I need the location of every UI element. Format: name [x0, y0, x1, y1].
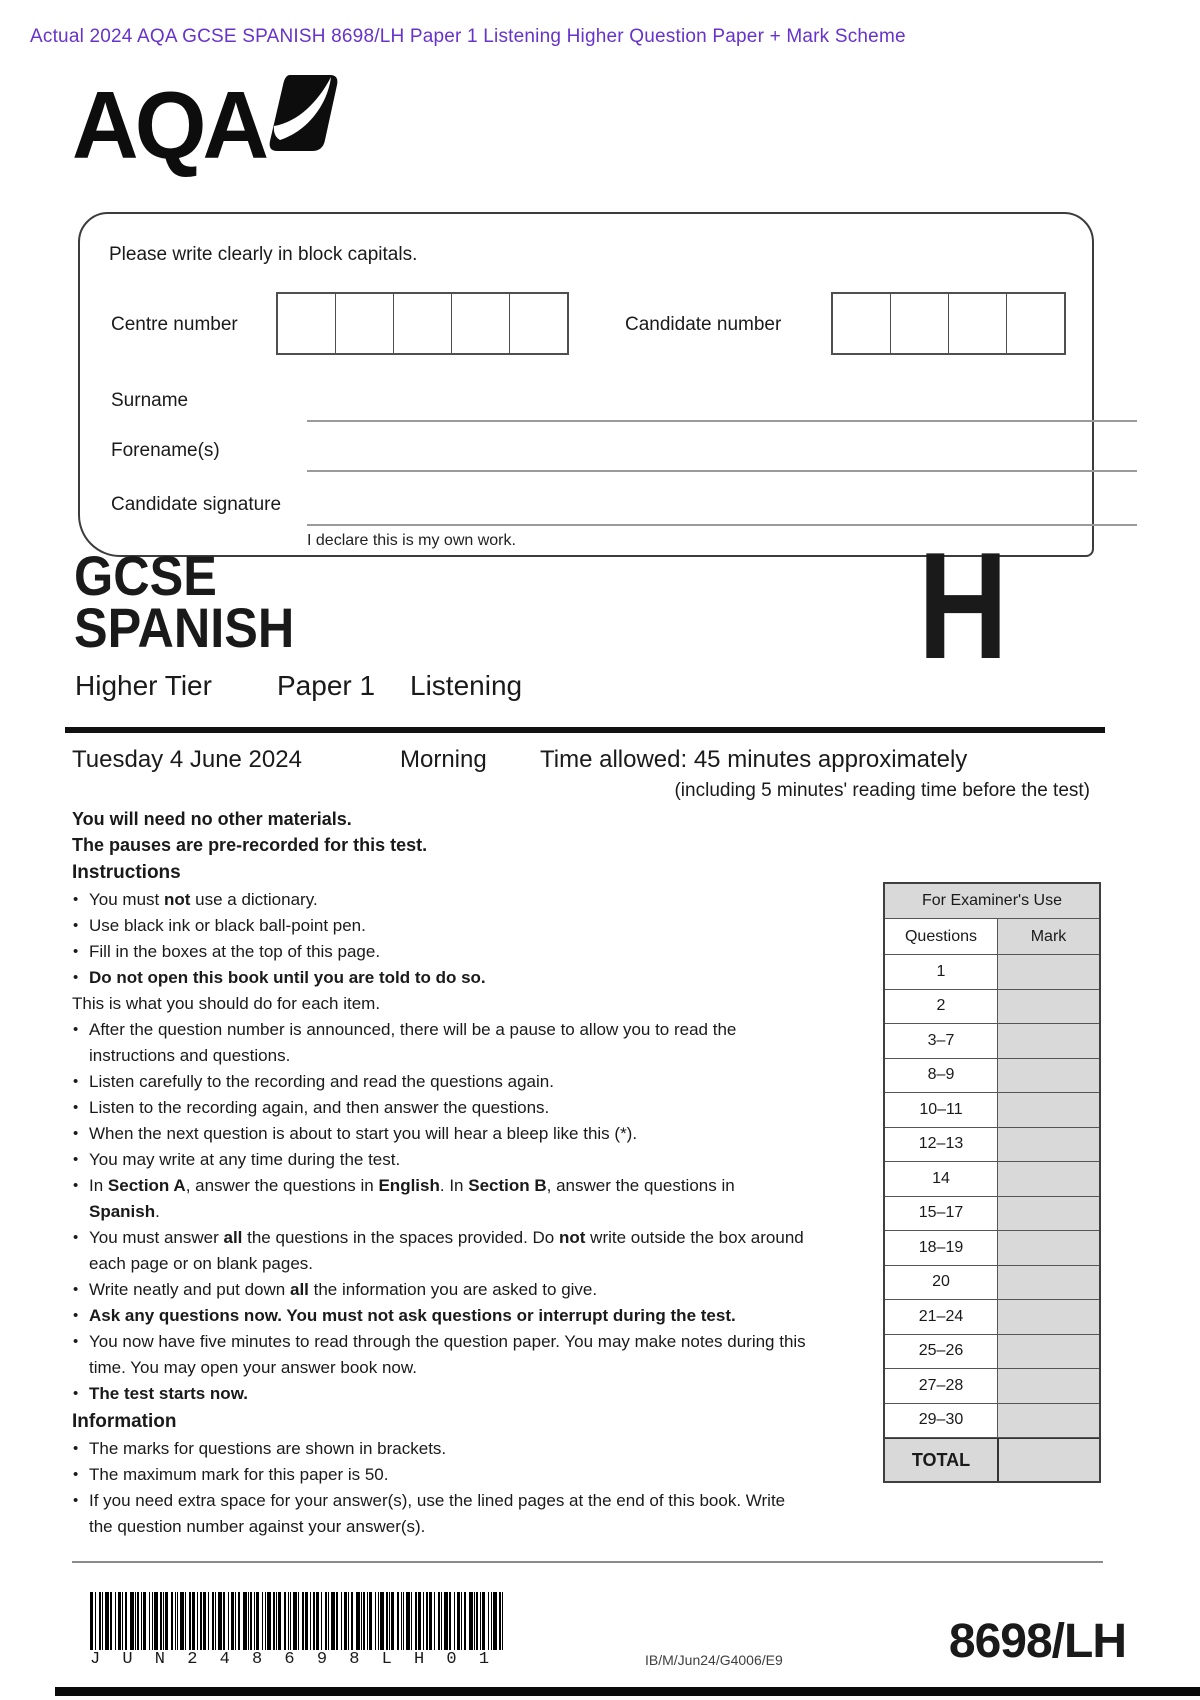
bullet-icon: •	[73, 891, 79, 908]
list-item: • Ask any questions now. You must not ask questions or interrupt during the test.	[72, 1303, 808, 1329]
examiner-table-row	[885, 1197, 1099, 1232]
barcode-bar	[438, 1592, 440, 1650]
bullet-icon: •	[73, 1466, 79, 1483]
question-range-cell: 27–28	[885, 1369, 998, 1403]
bullet-icon: •	[73, 1125, 79, 1142]
barcode-bar	[90, 1592, 93, 1650]
total-mark-cell	[999, 1439, 1099, 1481]
bullet-icon: •	[73, 1073, 79, 1090]
barcode-bar	[378, 1592, 379, 1650]
barcode-bar	[418, 1592, 421, 1650]
list-item: • Do not open this book until you are told to do so.	[72, 965, 808, 991]
list-item: • If you need extra space for your answer(s), use the lined pages at the end of this book. Write the question number against your answer(s).	[72, 1488, 808, 1540]
barcode-bar	[175, 1592, 176, 1650]
list-item: • Fill in the boxes at the top of this page.	[72, 939, 808, 965]
list-item: • Write neatly and put down all the information you are asked to give.	[72, 1277, 808, 1303]
barcode-bar	[464, 1592, 466, 1650]
list-item: • After the question number is announced, there will be a pause to allow you to read the instructions and questions.	[72, 1017, 808, 1069]
question-range-cell: 20	[885, 1266, 998, 1300]
barcode-bar	[143, 1592, 146, 1650]
barcode-bar	[99, 1592, 101, 1650]
barcode-bar	[441, 1592, 442, 1650]
questions-column-header: Questions	[885, 919, 998, 954]
barcode-bar	[254, 1592, 255, 1650]
barcode-bar	[415, 1592, 417, 1650]
barcode-bar	[171, 1592, 173, 1650]
subject-title: SPANISH	[74, 596, 295, 659]
examiner-table-row	[885, 1404, 1099, 1439]
bullet-icon: •	[73, 1385, 79, 1402]
mark-cell	[998, 955, 1099, 989]
barcode-bar	[165, 1592, 168, 1650]
examiner-table-row	[885, 1128, 1099, 1163]
examiner-table-row	[885, 1335, 1099, 1370]
qualification-title: GCSE	[74, 544, 217, 607]
list-item: • When the next question is about to start you will hear a bleep like this (*).	[72, 1121, 808, 1147]
barcode-bar	[391, 1592, 394, 1650]
barcode-bar	[185, 1592, 186, 1650]
list-item: • The maximum mark for this paper is 50.	[72, 1462, 808, 1488]
barcode-bar	[228, 1592, 229, 1650]
aqa-logo	[72, 72, 273, 179]
paper-code: 8698/LH	[948, 1615, 1126, 1668]
answer-cell	[1007, 293, 1065, 354]
aqa-leaf-icon	[268, 74, 340, 157]
barcode-bar	[491, 1592, 492, 1650]
question-range-cell: 3–7	[885, 1024, 998, 1058]
barcode-bar	[137, 1592, 139, 1650]
barcode-bar	[102, 1592, 103, 1650]
question-range-cell: 25–26	[885, 1335, 998, 1369]
barcode-bar	[290, 1592, 291, 1650]
footer-ref-code: IB/M/Jun24/G4006/E9	[645, 1652, 783, 1668]
candidate-number-cells	[832, 293, 1065, 354]
mark-cell	[998, 1335, 1099, 1369]
question-range-cell: 8–9	[885, 1059, 998, 1093]
mark-cell	[998, 1231, 1099, 1265]
barcode	[90, 1592, 510, 1650]
question-range-cell: 1	[885, 955, 998, 989]
mark-cell	[998, 1404, 1099, 1438]
barcode-bar	[454, 1592, 455, 1650]
barcode-bar	[386, 1592, 388, 1650]
barcode-bar	[305, 1592, 308, 1650]
higher-tier-badge: H	[918, 521, 1009, 691]
list-item: • Listen to the recording again, and then answer the questions.	[72, 1095, 808, 1121]
information-heading: Information	[72, 1411, 177, 1432]
barcode-bar	[389, 1592, 390, 1650]
list-item: • You must not use a dictionary.	[72, 887, 808, 913]
examiner-use-table	[883, 882, 1101, 1483]
examiner-table-row	[885, 1093, 1099, 1128]
barcode-bar	[115, 1592, 116, 1650]
list-item: • You must answer all the questions in the spaces provided. Do not write outside the box around each page or on blank pages.	[72, 1225, 808, 1277]
barcode-bar	[482, 1592, 485, 1650]
barcode-bar	[250, 1592, 252, 1650]
materials-line: You will need no other materials.	[72, 809, 352, 829]
answer-cell	[510, 293, 568, 354]
bullet-icon: •	[73, 1333, 79, 1350]
barcode-bar	[149, 1592, 150, 1650]
candidate-number-label: Candidate number	[625, 314, 782, 335]
barcode-bar	[313, 1592, 315, 1650]
barcode-bar	[152, 1592, 153, 1650]
barcode-bar	[160, 1592, 162, 1650]
tier-label: Higher Tier	[75, 670, 212, 701]
barcode-bar	[348, 1592, 349, 1650]
barcode-bar	[192, 1592, 195, 1650]
title-divider-rule	[65, 727, 1105, 733]
barcode-bar	[344, 1592, 347, 1650]
barcode-bar	[474, 1592, 475, 1650]
barcode-bar	[367, 1592, 368, 1650]
barcode-bar	[243, 1592, 247, 1650]
examiner-table-row	[885, 1024, 1099, 1059]
signature-line	[307, 524, 1137, 526]
barcode-bar	[302, 1592, 304, 1650]
barcode-bar	[403, 1592, 404, 1650]
barcode-bar	[499, 1592, 501, 1650]
bullet-icon: •	[73, 1021, 79, 1038]
list-item: • The test starts now.	[72, 1381, 808, 1407]
barcode-bar	[177, 1592, 178, 1650]
front-page-text-column	[72, 806, 808, 1540]
answer-cell	[891, 293, 949, 354]
barcode-bar	[262, 1592, 263, 1650]
barcode-bar	[434, 1592, 435, 1650]
examiner-table-row	[885, 1369, 1099, 1404]
question-range-cell: 2	[885, 990, 998, 1024]
centre-number-cells	[277, 293, 568, 354]
barcode-bar	[411, 1592, 412, 1650]
information-list	[72, 1436, 808, 1540]
block-capitals-note: Please write clearly in block capitals.	[109, 244, 418, 265]
barcode-bar	[215, 1592, 216, 1650]
question-range-cell: 18–19	[885, 1231, 998, 1265]
examiner-table-row	[885, 1059, 1099, 1094]
mark-cell	[998, 1300, 1099, 1334]
barcode-bar	[328, 1592, 329, 1650]
barcode-bar	[310, 1592, 311, 1650]
barcode-bar	[223, 1592, 225, 1650]
instructions-heading: Instructions	[72, 862, 181, 883]
reading-time-note: (including 5 minutes' reading time before the test)	[674, 780, 1090, 801]
question-range-cell: 14	[885, 1162, 998, 1196]
barcode-bar	[449, 1592, 451, 1650]
question-range-cell: 10–11	[885, 1093, 998, 1127]
mark-cell	[998, 1128, 1099, 1162]
barcode-bar	[265, 1592, 266, 1650]
barcode-bar	[135, 1592, 136, 1650]
time-allowed: Time allowed: 45 minutes approximately	[540, 746, 968, 773]
bottom-edge-bar	[55, 1687, 1200, 1696]
barcode-bar	[288, 1592, 289, 1650]
candidate-details-box	[78, 212, 1094, 557]
bullet-icon: •	[73, 1099, 79, 1116]
barcode-bar	[231, 1592, 234, 1650]
barcode-bar	[298, 1592, 299, 1650]
signature-label: Candidate signature	[111, 494, 282, 515]
barcode-bar	[502, 1592, 503, 1650]
forenames-label: Forename(s)	[111, 440, 220, 461]
barcode-bar	[125, 1592, 127, 1650]
question-range-cell: 12–13	[885, 1128, 998, 1162]
barcode-bar	[375, 1592, 376, 1650]
barcode-bar	[256, 1592, 259, 1650]
barcode-bar	[429, 1592, 432, 1650]
barcode-bar	[397, 1592, 399, 1650]
mark-cell	[998, 1059, 1099, 1093]
barcode-bar	[488, 1592, 489, 1650]
barcode-bar	[293, 1592, 297, 1650]
surname-label: Surname	[111, 390, 189, 411]
barcode-bar	[356, 1592, 360, 1650]
barcode-bar	[189, 1592, 191, 1650]
list-item: • You may write at any time during the test.	[72, 1147, 808, 1173]
examiner-table-row	[885, 1266, 1099, 1301]
barcode-bar	[351, 1592, 353, 1650]
tier-paper-row	[0, 670, 1200, 704]
barcode-bar	[130, 1592, 134, 1650]
bullet-icon: •	[73, 1177, 79, 1194]
barcode-bar	[110, 1592, 112, 1650]
bullet-icon: •	[73, 943, 79, 960]
barcode-bar	[401, 1592, 402, 1650]
barcode-bar	[423, 1592, 424, 1650]
barcode-bar	[122, 1592, 123, 1650]
answer-cell	[394, 293, 452, 354]
exam-session: Morning	[400, 746, 487, 773]
barcode-bar	[238, 1592, 240, 1650]
mark-cell	[998, 1093, 1099, 1127]
examiner-table-row	[885, 955, 1099, 990]
barcode-bar	[248, 1592, 249, 1650]
mark-cell	[998, 1369, 1099, 1403]
barcode-bar	[426, 1592, 428, 1650]
mark-column-header: Mark	[998, 919, 1099, 954]
answer-cell	[277, 293, 336, 354]
question-range-cell: 15–17	[885, 1197, 998, 1231]
barcode-bar	[212, 1592, 214, 1650]
bullet-icon: •	[73, 1281, 79, 1298]
answer-cell	[949, 293, 1007, 354]
barcode-bar	[469, 1592, 473, 1650]
barcode-bar	[95, 1592, 96, 1650]
materials-line: The pauses are pre-recorded for this test.	[72, 835, 428, 855]
mark-cell	[998, 1162, 1099, 1196]
paper-label: Paper 1	[277, 670, 376, 701]
barcode-bar	[361, 1592, 362, 1650]
list-item: • The marks for questions are shown in brackets.	[72, 1436, 808, 1462]
barcode-bar	[200, 1592, 202, 1650]
examiner-table-title: For Examiner's Use	[885, 884, 1099, 919]
list-item: This is what you should do for each item.	[72, 994, 381, 1013]
total-label: TOTAL	[885, 1439, 999, 1481]
barcode-bar	[369, 1592, 372, 1650]
barcode-bar	[406, 1592, 410, 1650]
barcode-caption: J U N 2 4 8 6 9 8 L H 0 1	[90, 1650, 496, 1669]
list-item: • In Section A, answer the questions in English. In Section B, answer the questions in Spanish.	[72, 1173, 808, 1225]
answer-cell	[452, 293, 510, 354]
list-item: • Use black ink or black ball-point pen.	[72, 913, 808, 939]
barcode-bar	[154, 1592, 158, 1650]
barcode-bar	[380, 1592, 384, 1650]
barcode-bar	[218, 1592, 222, 1650]
bullet-icon: •	[73, 1440, 79, 1457]
barcode-bar	[476, 1592, 478, 1650]
barcode-bar	[341, 1592, 342, 1650]
mark-cell	[998, 1024, 1099, 1058]
barcode-bar	[284, 1592, 286, 1650]
bullet-icon: •	[73, 1307, 79, 1324]
list-item: • Listen carefully to the recording and read the questions again.	[72, 1069, 808, 1095]
barcode-bar	[208, 1592, 209, 1650]
list-item: • You now have five minutes to read through the question paper. You may make notes during this time. You may open your answer book now.	[72, 1329, 808, 1381]
examiner-table-total-row	[885, 1438, 1099, 1481]
barcode-bar	[480, 1592, 481, 1650]
barcode-bar	[203, 1592, 206, 1650]
examiner-table-rows	[885, 955, 1099, 1438]
examiner-table-row	[885, 1162, 1099, 1197]
header-note: Actual 2024 AQA GCSE SPANISH 8698/LH Paper 1 Listening Higher Question Paper + Mark Scheme	[30, 26, 906, 47]
barcode-bar	[141, 1592, 142, 1650]
footer-divider-rule	[72, 1561, 1103, 1563]
barcode-bar	[180, 1592, 184, 1650]
barcode-bar	[105, 1592, 109, 1650]
barcode-bar	[235, 1592, 236, 1650]
question-range-cell: 21–24	[885, 1300, 998, 1334]
barcode-bar	[321, 1592, 322, 1650]
barcode-bar	[316, 1592, 319, 1650]
examiner-table-row	[885, 990, 1099, 1025]
centre-number-label: Centre number	[111, 314, 238, 335]
bullet-icon: •	[73, 1229, 79, 1246]
instructions-list	[72, 887, 808, 1407]
barcode-bar	[457, 1592, 460, 1650]
barcode-bar	[363, 1592, 365, 1650]
bullet-icon: •	[73, 917, 79, 934]
barcode-bar	[461, 1592, 462, 1650]
bullet-icon: •	[73, 1151, 79, 1168]
mark-cell	[998, 1197, 1099, 1231]
barcode-bar	[276, 1592, 277, 1650]
barcode-bar	[118, 1592, 121, 1650]
declaration-text: I declare this is my own work.	[307, 532, 516, 549]
aqa-logo-text: AQA	[72, 72, 266, 179]
barcode-bar	[325, 1592, 327, 1650]
question-range-cell: 29–30	[885, 1404, 998, 1438]
barcode-bar	[493, 1592, 497, 1650]
barcode-bar	[273, 1592, 275, 1650]
component-label: Listening	[410, 670, 523, 701]
exam-date: Tuesday 4 June 2024	[72, 746, 302, 773]
bullet-icon: •	[73, 1492, 79, 1509]
barcode-bar	[163, 1592, 164, 1650]
barcode-bar	[197, 1592, 198, 1650]
barcode-bar	[331, 1592, 335, 1650]
answer-cell	[336, 293, 394, 354]
barcode-bar	[267, 1592, 271, 1650]
barcode-bar	[444, 1592, 448, 1650]
examiner-table-row	[885, 1300, 1099, 1335]
mark-cell	[998, 1266, 1099, 1300]
examiner-table-row	[885, 1231, 1099, 1266]
forenames-line	[307, 470, 1137, 472]
barcode-bar	[278, 1592, 281, 1650]
surname-line	[307, 420, 1137, 422]
mark-cell	[998, 990, 1099, 1024]
bullet-icon: •	[73, 969, 79, 986]
examiner-table-header	[885, 919, 1099, 955]
answer-cell	[832, 293, 891, 354]
barcode-bar	[336, 1592, 338, 1650]
